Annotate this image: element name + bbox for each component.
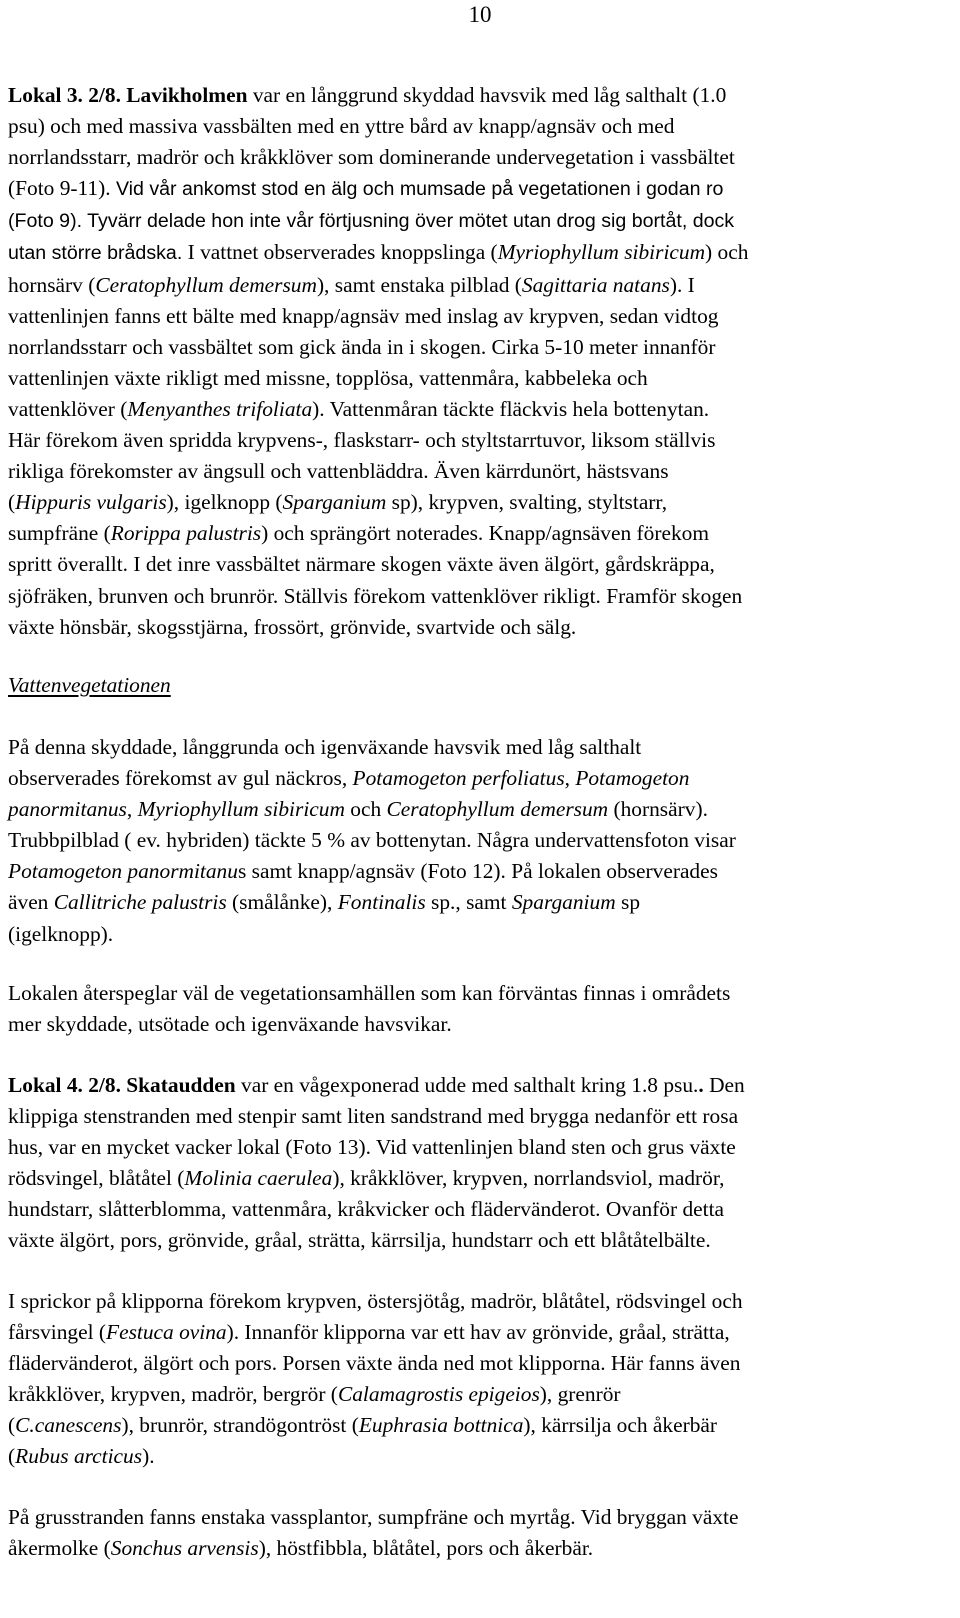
text-line: kråkklöver, krypven, madrör, bergrör (Calamagrostis epigeios), grenrör	[8, 1382, 621, 1407]
text-line: sjöfräken, brunven och brunrör. Ställvis förekom vattenklöver rikligt. Framför skogen	[8, 583, 743, 608]
text-line: sumpfräne (Rorippa palustris) och sprängört noterades. Knapp/agnsäven förekom	[8, 521, 709, 546]
section-heading-block	[8, 670, 938, 701]
text-line: (Rubus arcticus).	[8, 1444, 155, 1469]
text-line: fårsvingel (Festuca ovina). Innanför klipporna var ett hav av grönvide, gråal, strätta,	[8, 1320, 730, 1345]
aterspeglar-paragraph	[8, 978, 938, 1040]
text-line: norrlandsstarr, madrör och kråkklöver som dominerande undervegetation i vassbältet	[8, 145, 735, 170]
sprickor-paragraph	[8, 1286, 938, 1473]
vatten-paragraph	[8, 732, 938, 950]
text-line: vattenlinjen fanns ett bälte med knapp/agnsäv med inslag av krypven, sedan vidtog	[8, 303, 719, 328]
text-line: åkermolke (Sonchus arvensis), höstfibbla, blåtåtel, pors och åkerbär.	[8, 1536, 594, 1561]
grusstranden-paragraph	[8, 1502, 938, 1564]
text-line: rödsvingel, blåtåtel (Molinia caerulea), kråkklöver, krypven, norrlandsviol, madrör,	[8, 1166, 725, 1191]
lokal3-heading: Lokal 3. 2/8. Lavikholmen	[8, 83, 248, 107]
text-line: Här förekom även spridda krypvens-, flaskstarr- och styltstarrtuvor, liksom ställvis	[8, 428, 716, 453]
text-line: rikliga förekomster av ängsull och vattenbläddra. Även kärrdunört, hästsvans	[8, 459, 669, 484]
text-line: (Foto 9). Tyvärr delade hon inte vår förtjusning över mötet utan drog sig bortåt, dock	[8, 210, 735, 233]
text-line: Lokal 4. 2/8. Skataudden var en vågexponerad udde med salthalt kring 1.8 psu.. Den	[8, 1073, 745, 1097]
text-line: Lokalen återspeglar väl de vegetationsamhällen som kan förväntas finnas i områdets	[8, 981, 731, 1005]
text-line: även Callitriche palustris (smålånke), Fontinalis sp., samt Sparganium sp	[8, 890, 641, 915]
text-line: observerades förekomst av gul näckros, Potamogeton perfoliatus, Potamogeton	[8, 766, 690, 791]
text-line: spritt överallt. I det inre vassbältet närmare skogen växte även älgört, gårdskräppa,	[8, 552, 715, 577]
lokal4-paragraph	[8, 1070, 938, 1257]
text-line: vattenlinjen växte rikligt med missne, topplösa, vattenmåra, kabbeleka och	[8, 365, 648, 390]
text-line: växte älgört, pors, grönvide, gråal, strätta, kärrsilja, hundstarr och ett blåtåtelbälte.	[8, 1228, 711, 1253]
text-line: psu) och med massiva vassbälten med en yttre bård av knapp/agnsäv och med	[8, 114, 675, 139]
text-line: På grusstranden fanns enstaka vassplantor, sumpfräne och myrtåg. Vid bryggan växte	[8, 1505, 739, 1529]
text-line: Trubbpilblad ( ev. hybriden) täckte 5 % av bottenytan. Några undervattensfoton visar	[8, 828, 736, 853]
text-line: flädervänderot, älgört och pors. Porsen växte ända ned mot klipporna. Här fanns även	[8, 1351, 741, 1376]
text-line: På denna skyddade, långgrunda och igenväxande havsvik med låg salthalt	[8, 735, 642, 759]
text-line: (C.canescens), brunrör, strandögontröst (Euphrasia bottnica), kärrsilja och åkerbär	[8, 1413, 718, 1438]
text-line: (Hippuris vulgaris), igelknopp (Sparganium sp), krypven, svalting, styltstarr,	[8, 490, 668, 515]
text-line: vattenklöver (Menyanthes trifoliata). Vattenmåran täckte fläckvis hela bottenytan.	[8, 396, 710, 421]
text-line: (igelknopp).	[8, 921, 114, 946]
text-line: panormitanus, Myriophyllum sibiricum och Ceratophyllum demersum (hornsärv).	[8, 797, 708, 822]
text-line: I sprickor på klipporna förekom krypven, östersjötåg, madrör, blåtåtel, rödsvingel och	[8, 1289, 743, 1313]
section-heading: Vattenvegetationen	[8, 673, 171, 697]
text-line: Potamogeton panormitanus samt knapp/agnsäv (Foto 12). På lokalen observerades	[8, 859, 718, 884]
text-line: hundstarr, slåtterblomma, vattenmåra, kråkvicker och flädervänderot. Ovanför detta	[8, 1197, 725, 1222]
lokal3-paragraph	[8, 80, 938, 643]
text-line: (Foto 9-11). Vid vår ankomst stod en älg och mumsade på vegetationen i godan ro	[8, 176, 724, 201]
text-line: hornsärv (Ceratophyllum demersum), samt enstaka pilblad (Sagittaria natans). I	[8, 272, 695, 297]
lokal4-heading: Lokal 4. 2/8. Skataudden	[8, 1073, 236, 1097]
text-line: hus, var en mycket vacker lokal (Foto 13). Vid vattenlinjen bland sten och grus växte	[8, 1135, 736, 1160]
text-line: mer skyddade, utsötade och igenväxande havsvikar.	[8, 1012, 452, 1037]
page-number: 10	[468, 2, 492, 27]
text-line: växte hönsbär, skogsstjärna, frossört, grönvide, svartvide och sälg.	[8, 614, 577, 639]
text-line: norrlandsstarr och vassbältet som gick ända in i skogen. Cirka 5-10 meter innanför	[8, 334, 716, 359]
text-line: klippiga stenstranden med stenpir samt liten sandstrand med brygga nedanför ett rosa	[8, 1104, 739, 1129]
text-line: utan större brådska. I vattnet observerades knoppslinga (Myriophyllum sibiricum) och	[8, 240, 749, 265]
text-line: Lokal 3. 2/8. Lavikholmen var en långgrund skyddad havsvik med låg salthalt (1.0	[8, 83, 727, 107]
